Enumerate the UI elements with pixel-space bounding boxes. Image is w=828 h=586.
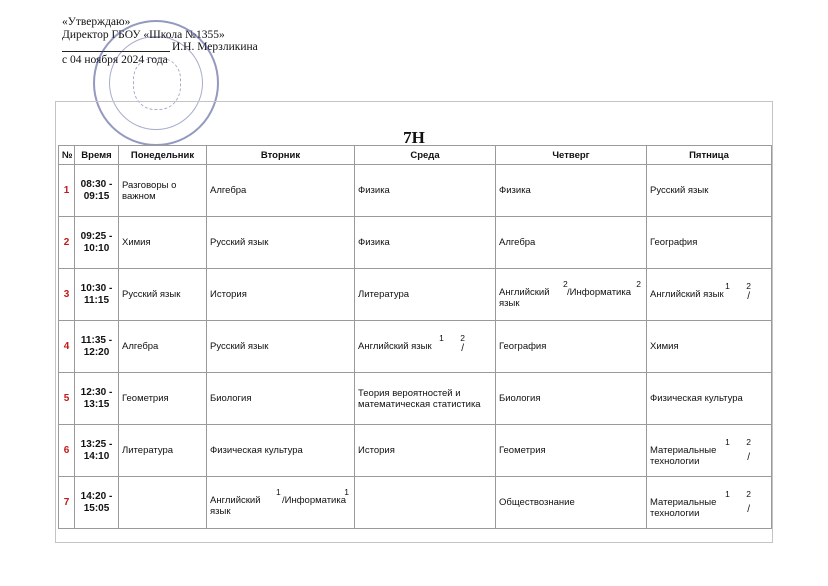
- cell-thursday: [496, 269, 647, 321]
- cell-thursday: Обществознание: [496, 477, 647, 529]
- cell-tuesday: [207, 477, 355, 529]
- header-thursday: Четверг: [496, 146, 647, 165]
- group-number-b: 2: [636, 278, 641, 289]
- director-title: Директор ГБОУ «Школа №1355»: [62, 28, 225, 41]
- lesson-time: 14:20 - 15:05: [75, 477, 119, 529]
- group-numbers: 1 2: [725, 280, 758, 291]
- table-row: [59, 477, 772, 529]
- cell-thursday: Алгебра: [496, 217, 647, 269]
- header-tuesday: Вторник: [207, 146, 355, 165]
- lesson-time: 10:30 - 11:15: [75, 269, 119, 321]
- group-subject: Материальные технологии: [650, 444, 717, 467]
- cell-monday: Русский язык: [119, 269, 207, 321]
- cell-wednesday: Физика: [355, 217, 496, 269]
- cell-wednesday: Литература: [355, 269, 496, 321]
- group-numbers: 1 2: [439, 332, 472, 343]
- cell-friday: [647, 425, 772, 477]
- lesson-number: 4: [59, 321, 75, 373]
- table-row: [59, 425, 772, 477]
- lesson-time: 11:35 - 12:20: [75, 321, 119, 373]
- cell-thursday: Биология: [496, 373, 647, 425]
- cell-friday: Физическая культура: [647, 373, 772, 425]
- table-row: [59, 165, 772, 217]
- cell-monday: Разговоры о важном: [119, 165, 207, 217]
- group-divider: /: [461, 342, 464, 354]
- cell-thursday: Физика: [496, 165, 647, 217]
- header-row: [59, 146, 772, 165]
- group-subject: Английский язык: [650, 288, 724, 300]
- header-wednesday: Среда: [355, 146, 496, 165]
- header-num: №: [59, 146, 75, 165]
- group-numbers: 1 2: [725, 436, 758, 447]
- table-row: [59, 269, 772, 321]
- split-subject-b: /Информатика: [282, 494, 347, 506]
- split-lesson: [499, 278, 643, 309]
- cell-thursday: Геометрия: [496, 425, 647, 477]
- group-lesson: [358, 332, 492, 358]
- cell-wednesday: [355, 321, 496, 373]
- cell-wednesday: Теория вероятностей и математическая статистика: [355, 373, 496, 425]
- approval-date: с 04 ноября 2024 года: [62, 53, 168, 66]
- lesson-number: 1: [59, 165, 75, 217]
- cell-monday: Геометрия: [119, 373, 207, 425]
- group-number-b: 1: [344, 486, 349, 497]
- lesson-number: 2: [59, 217, 75, 269]
- cell-friday: Русский язык: [647, 165, 772, 217]
- lesson-number: 5: [59, 373, 75, 425]
- group-divider: /: [747, 451, 750, 463]
- cell-monday: Алгебра: [119, 321, 207, 373]
- group-lesson: [650, 436, 768, 467]
- cell-tuesday: Русский язык: [207, 217, 355, 269]
- cell-tuesday: История: [207, 269, 355, 321]
- header-friday: Пятница: [647, 146, 772, 165]
- table-row: [59, 217, 772, 269]
- cell-monday: Химия: [119, 217, 207, 269]
- cell-friday: Химия: [647, 321, 772, 373]
- split-lesson: [210, 486, 351, 517]
- cell-friday: География: [647, 217, 772, 269]
- cell-tuesday: Физическая культура: [207, 425, 355, 477]
- header-time: Время: [75, 146, 119, 165]
- cell-monday: [119, 477, 207, 529]
- approval-heading: «Утверждаю»: [62, 16, 131, 28]
- group-subject: Английский язык: [358, 340, 432, 352]
- signer-name: И.Н. Мерзликина: [172, 41, 258, 53]
- group-divider: /: [747, 503, 750, 515]
- group-divider: /: [747, 290, 750, 302]
- group-subject: Материальные технологии: [650, 496, 717, 519]
- cell-wednesday: [355, 477, 496, 529]
- cell-tuesday: Биология: [207, 373, 355, 425]
- split-subject-a: Английский язык: [210, 494, 261, 517]
- lesson-number: 6: [59, 425, 75, 477]
- table-row: [59, 373, 772, 425]
- table-row: [59, 321, 772, 373]
- group-numbers: 1 2: [725, 488, 758, 499]
- group-lesson: [650, 488, 768, 519]
- group-number-a: 1: [276, 486, 281, 497]
- cell-thursday: География: [496, 321, 647, 373]
- schedule-table: [58, 145, 772, 529]
- group-lesson: [650, 280, 768, 306]
- cell-tuesday: Алгебра: [207, 165, 355, 217]
- lesson-number: 3: [59, 269, 75, 321]
- group-number-a: 2: [563, 278, 568, 289]
- split-subject-b: /Информатика: [567, 286, 632, 298]
- class-title: 7Н: [403, 128, 425, 147]
- cell-wednesday: История: [355, 425, 496, 477]
- cell-tuesday: Русский язык: [207, 321, 355, 373]
- cell-friday: [647, 477, 772, 529]
- cell-monday: Литература: [119, 425, 207, 477]
- split-subject-a: Английский язык: [499, 286, 550, 309]
- lesson-time: 09:25 - 10:10: [75, 217, 119, 269]
- lesson-time: 13:25 - 14:10: [75, 425, 119, 477]
- lesson-time: 12:30 - 13:15: [75, 373, 119, 425]
- lesson-time: 08:30 - 09:15: [75, 165, 119, 217]
- header-monday: Понедельник: [119, 146, 207, 165]
- cell-wednesday: Физика: [355, 165, 496, 217]
- cell-friday: [647, 269, 772, 321]
- lesson-number: 7: [59, 477, 75, 529]
